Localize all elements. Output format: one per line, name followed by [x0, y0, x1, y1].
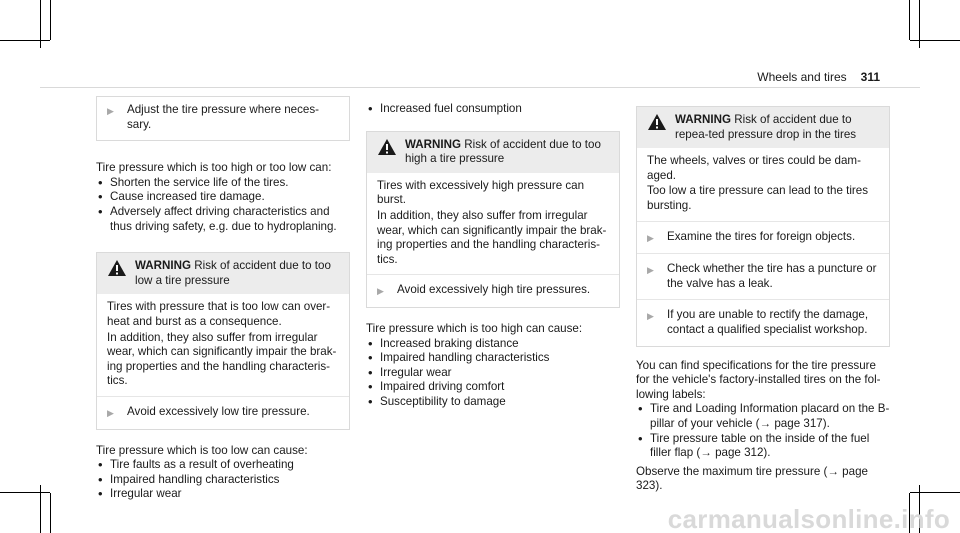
- warning-header: [637, 107, 889, 148]
- warning-paragraph: In addition, they also suffer from irregular wear, which can significantly impair the brak-ing properties and the handling characteris-tics.: [107, 330, 337, 388]
- warning-triangle-icon: [647, 113, 669, 131]
- intro-text: Tire pressure which is too high can cause:: [366, 321, 583, 335]
- bullet-list: [366, 337, 620, 410]
- bullet-list: [636, 402, 890, 460]
- warning-paragraph: Tires with excessively high pressure can burst.: [377, 178, 585, 207]
- warning-body: [367, 173, 619, 275]
- warning-body: [97, 294, 349, 396]
- warning-step: [97, 396, 349, 429]
- watermark: carmanualsonline.info: [667, 504, 950, 533]
- list-item: • Impaired handling characteristics: [366, 351, 620, 366]
- warning-step: [637, 221, 889, 254]
- list-item: • Tire and Loading Information placard on the B-pillar of your vehicle (→ page 317).: [636, 402, 890, 431]
- step-text: Examine the tires for foreign objects.: [667, 229, 856, 243]
- warning-step: [367, 274, 619, 307]
- column-1: [96, 96, 350, 502]
- warning-title: [405, 138, 609, 167]
- step-text: Adjust the tire pressure where neces-sary.: [127, 103, 320, 131]
- list-item: • Impaired handling characteristics: [96, 473, 350, 488]
- bullet-list: [96, 176, 350, 234]
- arrow-icon: ▶: [107, 106, 114, 116]
- intro-text: Tire pressure which is too low can cause:: [96, 443, 308, 457]
- list-item: • Impaired driving comfort: [366, 380, 620, 395]
- arrow-icon: ▶: [647, 232, 654, 243]
- column-3: [636, 96, 890, 494]
- crop-mark: [0, 40, 50, 41]
- section-title: Wheels and tires: [757, 70, 847, 84]
- warning-title-text: Risk of accident due to too low a tire pressure: [135, 259, 331, 287]
- crop-mark: [50, 0, 51, 40]
- warning-label: WARNING: [405, 137, 462, 151]
- page-header: [757, 70, 880, 85]
- crop-mark: [0, 492, 50, 493]
- step-box: [96, 96, 350, 141]
- warning-title-text: Risk of accident due to repea-ted pressure drop in the tires: [675, 113, 857, 141]
- warning-triangle-icon: [107, 259, 129, 277]
- list-item: • Irregular wear: [366, 366, 620, 381]
- warning-header: [367, 132, 619, 173]
- list-item: • Increased fuel consumption: [366, 102, 620, 117]
- warning-paragraph: The wheels, valves or tires could be dam-aged.: [647, 154, 861, 182]
- list-item: • Irregular wear: [96, 487, 350, 502]
- step-text: Avoid excessively low tire pressure.: [127, 404, 310, 418]
- intro-text: You can find specifications for the tire pressure for the vehicle's factory-installed tires on the fol-lowing labels:: [636, 358, 881, 401]
- warning-body: [637, 148, 889, 220]
- warning-title: [135, 259, 339, 288]
- warning-box: [96, 252, 350, 429]
- list-item: • Shorten the service life of the tires.: [96, 176, 350, 191]
- step-text: Avoid excessively high tire pressures.: [397, 283, 591, 297]
- warning-triangle-icon: [377, 138, 399, 156]
- observe-text: Observe the maximum tire pressure (→ page 323).: [636, 464, 868, 493]
- list-item: • Cause increased tire damage.: [96, 190, 350, 205]
- arrow-icon: ▶: [647, 311, 654, 322]
- list-item: • Susceptibility to damage: [366, 395, 620, 410]
- warning-step: [637, 253, 889, 299]
- warning-paragraph: Too low a tire pressure can lead to the tires bursting.: [647, 184, 869, 212]
- list-item: • Tire faults as a result of overheating: [96, 458, 350, 473]
- warning-paragraph: Tires with pressure that is too low can over-heat and burst as a consequence.: [107, 300, 331, 328]
- warning-label: WARNING: [135, 259, 192, 273]
- warning-step: [637, 299, 889, 345]
- arrow-icon: ▶: [647, 265, 654, 276]
- list-item: • Increased braking distance: [366, 337, 620, 352]
- bullet-list: [96, 458, 350, 502]
- crop-mark: [910, 40, 960, 41]
- list-item: • Adversely affect driving characteristics and thus driving safety, e.g. due to hydroplaning.: [96, 205, 350, 234]
- warning-title: [675, 113, 879, 142]
- page-number: 311: [860, 70, 880, 84]
- header-divider: [40, 87, 920, 88]
- warning-header: [97, 253, 349, 294]
- intro-text: Tire pressure which is too high or too low can:: [96, 161, 332, 175]
- crop-mark: [910, 492, 960, 493]
- warning-title-text: Risk of accident due to too high a tire pressure: [405, 137, 601, 166]
- warning-box: [366, 131, 620, 308]
- column-2: [366, 96, 620, 410]
- step-text: If you are unable to rectify the damage, contact a qualified specialist workshop.: [667, 308, 869, 336]
- bullet-list: [366, 102, 620, 117]
- warning-paragraph: In addition, they also suffer from irregular wear, which can significantly impair the brak-ing properties and the handling characteris-tics.: [377, 208, 607, 266]
- warning-label: WARNING: [675, 113, 732, 126]
- warning-box: [636, 106, 890, 347]
- arrow-icon: ▶: [107, 407, 114, 418]
- arrow-icon: ▶: [377, 286, 384, 297]
- crop-mark: [50, 493, 51, 533]
- list-item: • Tire pressure table on the inside of the fuel filler flap (→ page 312).: [636, 432, 890, 461]
- step-text: Check whether the tire has a puncture or the valve has a leak.: [667, 262, 877, 290]
- crop-mark: [909, 0, 910, 40]
